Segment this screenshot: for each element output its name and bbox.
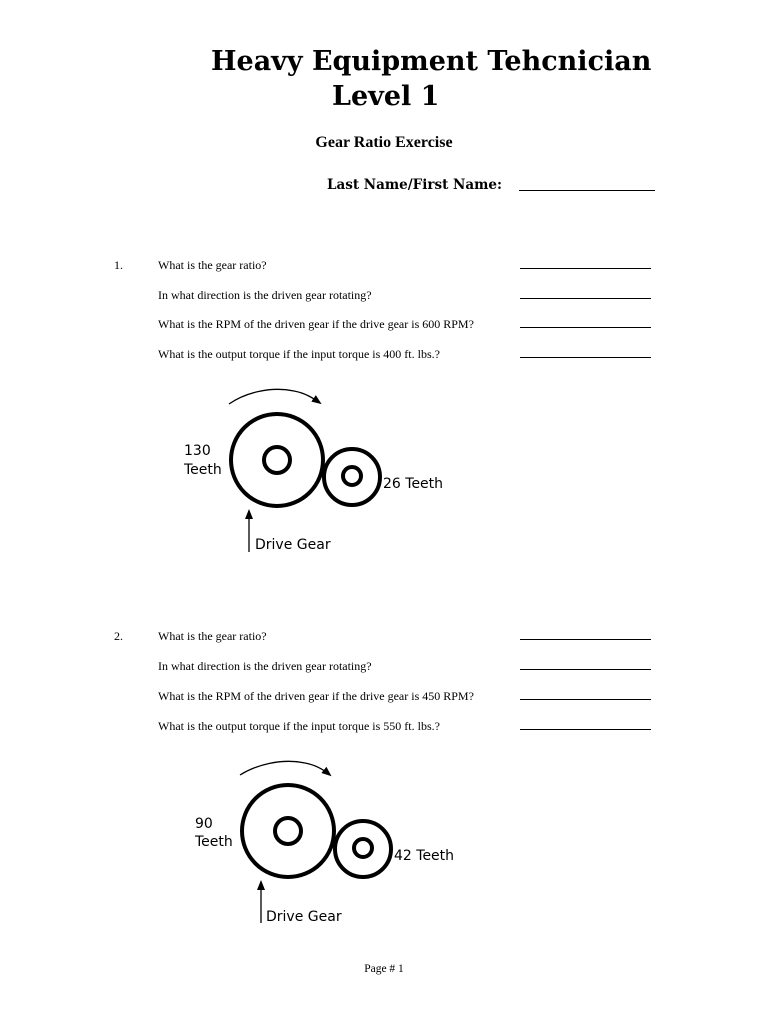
question-item: What is the output torque if the input torque is 400 ft. lbs.? (158, 347, 440, 361)
question-number: 1. (114, 258, 123, 272)
driven-gear-hub-icon (343, 467, 361, 485)
rotation-arrow-icon (229, 389, 320, 404)
driven-teeth-label: 26 Teeth (383, 476, 444, 492)
answer-line[interactable] (520, 699, 651, 700)
answer-line[interactable] (520, 268, 651, 269)
driven-gear-icon (335, 821, 391, 877)
drive-gear-hub-icon (264, 447, 290, 473)
question-item: What is the gear ratio? (158, 258, 267, 272)
answer-line[interactable] (520, 669, 651, 670)
question-number: 2. (114, 629, 123, 643)
drive-gear-label: Drive Gear (255, 537, 331, 553)
answer-line[interactable] (520, 639, 651, 640)
name-answer-line[interactable] (519, 190, 655, 191)
answer-line[interactable] (520, 298, 651, 299)
title-line-2: Level 1 (332, 81, 440, 112)
question-item: What is the RPM of the driven gear if the drive gear is 600 RPM? (158, 317, 474, 331)
title-line-1: Heavy Equipment Tehcnician (211, 46, 652, 77)
question-item: What is the RPM of the driven gear if the drive gear is 450 RPM? (158, 689, 474, 703)
drive-gear-label: Drive Gear (266, 909, 342, 925)
driven-gear-hub-icon (354, 839, 372, 857)
answer-line[interactable] (520, 357, 651, 358)
name-row (327, 176, 502, 194)
question-item: What is the output torque if the input torque is 550 ft. lbs.? (158, 719, 440, 733)
page-number: Page # 1 (364, 963, 404, 975)
question-item: What is the gear ratio? (158, 629, 267, 643)
drive-teeth-count: 90 (195, 816, 213, 832)
driven-teeth-label: 42 Teeth (394, 848, 455, 864)
answer-line[interactable] (520, 327, 651, 328)
drive-gear-icon (231, 414, 323, 506)
rotation-arrow-icon (240, 761, 330, 775)
driven-gear-icon (324, 449, 380, 505)
drive-teeth-count: 130 (184, 443, 211, 459)
drive-gear-icon (242, 785, 334, 877)
subtitle: Gear Ratio Exercise (315, 134, 453, 151)
drive-teeth-unit: Teeth (184, 462, 222, 478)
answer-line[interactable] (520, 729, 651, 730)
drive-gear-hub-icon (275, 818, 301, 844)
question-item: In what direction is the driven gear rotating? (158, 288, 372, 302)
drive-teeth-unit: Teeth (195, 834, 233, 850)
question-item: In what direction is the driven gear rotating? (158, 659, 372, 673)
name-label: Last Name/First Name: (327, 177, 502, 193)
